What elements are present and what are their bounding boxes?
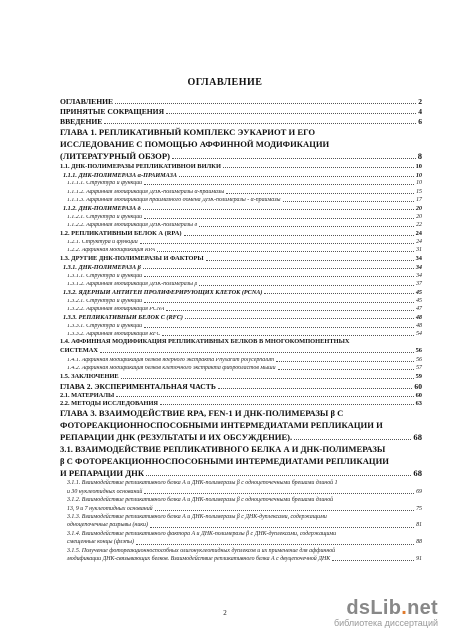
leader-dots — [143, 209, 414, 210]
leader-dots — [144, 327, 414, 328]
toc-entry[interactable] — [60, 196, 422, 204]
toc-entry[interactable] — [60, 364, 422, 372]
toc-entry-title: 1.3.2.2. Аффинная модификация PCNA — [67, 307, 165, 313]
toc-entry-title: 2.2. МЕТОДЫ ИССЛЕДОВАНИЯ — [60, 400, 159, 407]
leader-dots — [136, 544, 414, 545]
toc-entry[interactable] — [60, 162, 422, 170]
toc-entry[interactable] — [60, 391, 422, 399]
logo-main: dsLib — [346, 597, 402, 619]
toc-entry-page: 56 — [416, 356, 422, 363]
toc-entry[interactable] — [60, 229, 422, 237]
toc-entry-page: 37 — [416, 280, 422, 287]
leader-dots — [199, 285, 414, 286]
toc-entry[interactable] — [60, 170, 422, 178]
toc-entry-title: 2.1. МАТЕРИАЛЫ — [60, 392, 115, 399]
toc-entry-title: 1.3.3.2. Аффинная модификация RFC — [67, 332, 161, 338]
toc-entry-page: 56 — [415, 346, 422, 354]
toc-entry[interactable] — [60, 399, 422, 407]
toc-entry[interactable] — [60, 238, 422, 246]
toc-entry[interactable] — [60, 530, 422, 547]
leader-dots — [206, 260, 414, 261]
toc-entry[interactable] — [60, 106, 422, 116]
toc-entry-page: 68 — [413, 468, 422, 479]
toc-entry-page: 69 — [416, 488, 422, 495]
toc-entry-title: 13, 9 и 7 нуклеотидных оснований — [67, 505, 153, 512]
toc-entry[interactable] — [60, 179, 422, 187]
toc-entry-title: и 30 нуклеотидных оснований — [67, 488, 143, 495]
toc-entry-title: 1.5. ЗАКЛЮЧЕНИЕ — [60, 374, 119, 381]
leader-dots — [264, 293, 413, 294]
watermark-subtitle: библиотека диссертаций — [333, 618, 438, 628]
leader-dots — [144, 276, 414, 277]
toc-entry-page: 24 — [415, 230, 422, 238]
toc-chapter-3[interactable] — [60, 407, 422, 443]
toc-entry-title: 1.2. РЕПЛИКАТИВНЫЙ БЕЛОК А (RPA) — [60, 231, 182, 238]
toc-entry[interactable] — [60, 288, 422, 296]
leader-dots — [160, 404, 414, 405]
leader-dots — [332, 560, 414, 561]
toc-entry-title: 1.1. ДНК-ПОЛИМЕРАЗЫ РЕПЛИКАТИВНОЙ ВИЛКИ — [60, 163, 221, 170]
toc-entry-title: 1.2.1. Структура и функции — [67, 240, 138, 245]
toc-entry-page: 60 — [414, 381, 422, 391]
toc-entry-page: 2 — [418, 97, 422, 107]
toc-entry-page: 48 — [415, 314, 422, 322]
toc-entry-title: ФОТОРЕАКЦИОННОСПОСОБНЫМИ ИНТЕРМЕДИАТАМИ РЕПЛИКАЦИИ И — [60, 420, 383, 431]
toc-entry-page: 48 — [416, 322, 422, 329]
toc-entry-title: 3.1.5. Получение фотореакционноспособных олигонуклеотидных дуплексов и их применение для аффинной — [67, 547, 336, 554]
leader-dots — [166, 310, 414, 311]
toc-entry-title: СИСТЕМАХ — [60, 346, 98, 354]
toc-entry-title: (ЛИТЕРАТУРНЫЙ ОБЗОР) — [60, 151, 170, 161]
page-number: 2 — [223, 609, 227, 617]
toc-entry-title: одноцепочечные разрывы (ники) — [67, 522, 148, 529]
toc-entry[interactable] — [60, 187, 422, 195]
logo-dot: . — [401, 597, 408, 619]
toc-entry-page: 10 — [416, 180, 422, 187]
leader-dots — [144, 302, 414, 303]
toc-entry-title: И РЕПАРАЦИИ ДНК — [60, 468, 145, 479]
toc-entry-page: 68 — [413, 432, 422, 443]
leader-dots — [199, 226, 414, 227]
toc-entry[interactable] — [60, 355, 422, 363]
leader-dots — [150, 527, 414, 528]
toc-entry[interactable] — [60, 204, 422, 212]
leader-dots — [184, 235, 414, 236]
toc-entry-page: 24 — [416, 239, 422, 245]
toc-entry[interactable] — [60, 321, 422, 329]
leader-dots — [223, 167, 414, 168]
toc-entry-page: 10 — [415, 171, 422, 179]
toc-entry-title: 1.1.1.2. Аффинная модификация ДНК-полимеразы α-праймазы — [67, 189, 225, 195]
toc-entry-page: 47 — [416, 306, 422, 313]
leader-dots — [144, 184, 414, 185]
toc-chapter-1[interactable] — [60, 126, 422, 162]
toc-entry-page: 20 — [416, 213, 422, 220]
toc-entry-page: 10 — [415, 162, 422, 170]
toc-entry-title: 1.2.2. Аффинная модификация RPA — [67, 248, 155, 254]
leader-dots — [185, 318, 414, 319]
toc-entry-title: 1.4.2. Аффинная модификация белков клеточного экстракта фибробластов мыши — [67, 366, 276, 372]
toc-entry[interactable] — [60, 271, 422, 279]
leader-dots — [115, 103, 416, 104]
toc-entry-page: 20 — [415, 205, 422, 213]
toc-entry-page: 57 — [416, 365, 422, 372]
toc-entry-page: 88 — [416, 539, 422, 546]
toc-entry[interactable] — [60, 330, 422, 338]
toc-entry-title: 1.1.2.2. Аффинная модификация ДНК-полимеразы δ — [67, 223, 198, 229]
toc-section-3-1[interactable] — [60, 443, 422, 479]
toc-entry-title: ПРИНЯТЫЕ СОКРАЩЕНИЯ — [60, 108, 165, 116]
leader-dots — [140, 243, 414, 244]
leader-dots — [146, 475, 411, 476]
toc-entry-title: 1.1.1.1. Структура и функции — [67, 181, 143, 187]
toc-entry-page: 59 — [415, 373, 422, 381]
toc-entry-title: 1.1.2. ДНК-ПОЛИМЕРАЗА δ — [63, 206, 141, 213]
leader-dots — [226, 193, 414, 194]
toc-entry-page: 34 — [415, 263, 422, 271]
toc-entry[interactable] — [60, 96, 422, 106]
leader-dots — [172, 158, 416, 159]
toc-entry-title: 1.4. АФФИННАЯ МОДИФИКАЦИЯ РЕПЛИКАТИВНЫХ БЕЛКОВ В МНОГОКОМПОНЕНТНЫХ — [60, 338, 350, 346]
leader-dots — [276, 361, 414, 362]
toc-entry-title: 3.1.3. Взаимодействие репликативного белка А и ДНК-полимеразы β с ДНК-дуплексами, содержащими — [67, 513, 327, 520]
leader-dots — [157, 251, 414, 252]
toc-entry-page: 75 — [416, 505, 422, 512]
toc-entry-title: смещенные концы (флэпы) — [67, 539, 134, 546]
toc-entry-title: ИССЛЕДОВАНИЕ С ПОМОЩЬЮ АФФИННОЙ МОДИФИКАЦИИ — [60, 139, 330, 149]
toc-entry-title: 1.3.1. ДНК-ПОЛИМЕРАЗА β — [63, 264, 141, 271]
toc-entry-title: 3.1. ВЗАИМОДЕЙСТВИЕ РЕПЛИКАТИВНОГО БЕЛКА А И ДНК-ПОЛИМЕРАЗЫ — [60, 444, 386, 455]
leader-dots — [294, 439, 411, 440]
toc-entry[interactable] — [60, 254, 422, 262]
leader-dots — [144, 493, 414, 494]
toc-entry-page: 63 — [415, 399, 422, 407]
leader-dots — [218, 388, 413, 389]
toc-entry-page: 81 — [416, 522, 422, 529]
toc-entry-title: 1.3.1.1. Структура и функции — [67, 273, 143, 279]
leader-dots — [278, 369, 415, 370]
toc-entry-page: 31 — [416, 247, 422, 254]
toc-entry[interactable] — [60, 246, 422, 254]
toc-entry-title: 1.4.1. Аффинная модификация белков ядерного экстракта Physarum polycephalum — [67, 357, 275, 363]
toc-entry-title: ОГЛАВЛЕНИЕ — [60, 98, 114, 106]
toc-entry-page: 4 — [418, 107, 422, 117]
toc-entry[interactable] — [60, 547, 422, 564]
toc-entry-title: 1.3.1.2. Аффинная модификация ДНК-полимеразы β — [67, 281, 198, 287]
toc-entry[interactable] — [60, 496, 422, 513]
toc-entry-title: 1.3.2.1. Структура и функции — [67, 298, 143, 304]
toc-entry[interactable] — [60, 338, 422, 355]
toc-entry-page: 6 — [418, 117, 422, 127]
toc-entry-title: 1.1.1.3. Аффинная модификация праймазного домена ДНК-полимеразы - α-праймазы — [67, 198, 281, 204]
logo-tld: net — [407, 597, 438, 619]
toc-entry-page: 34 — [415, 255, 422, 263]
toc-entry-page: 54 — [416, 331, 422, 338]
toc-entry[interactable] — [60, 221, 422, 229]
toc-entry-page: 45 — [415, 289, 422, 297]
leader-dots — [166, 113, 416, 114]
toc-entry-page: 8 — [417, 151, 422, 161]
leader-dots — [143, 268, 414, 269]
leader-dots — [162, 335, 414, 336]
toc-entry-title: ГЛАВА 2. ЭКСПЕРИМЕНТАЛЬНАЯ ЧАСТЬ — [60, 382, 216, 391]
toc-entry-page: 15 — [416, 188, 422, 195]
toc-entry[interactable] — [60, 296, 422, 304]
toc-entry[interactable] — [60, 313, 422, 321]
toc-entry[interactable] — [60, 212, 422, 220]
toc-entry[interactable] — [60, 116, 422, 126]
toc-entry-title: 3.1.2. Взаимодействие репликативного белка А и ДНК-полимеразы β с одноцепочечными брешами длиной — [67, 497, 334, 504]
toc-entry-title: 1.3.3.1. Структура и функции — [67, 323, 143, 329]
toc-entry-page: 34 — [416, 272, 422, 279]
toc-entry-page: 91 — [416, 556, 422, 562]
watermark-logo — [334, 597, 438, 620]
toc-entry-title: 1.3.2. ЯДЕРНЫЙ АНТИГЕН ПРОЛИФЕРИРУЮЩИХ КЛЕТОК (PCNA) — [63, 290, 263, 297]
toc-entry[interactable] — [60, 381, 422, 391]
toc-entry-page: 60 — [415, 391, 422, 399]
leader-dots — [179, 176, 414, 177]
toc-entry-page: 45 — [416, 297, 422, 304]
toc-entry-page: 17 — [416, 197, 422, 204]
toc-entry-title: ГЛАВА 3. ВЗАИМОДЕЙСТВИЕ RPA, FEN-1 И ДНК-ПОЛИМЕРАЗЫ β С — [60, 408, 344, 419]
leader-dots — [144, 218, 414, 219]
toc-entry-title: РЕПАРАЦИИ ДНК (РЕЗУЛЬТАТЫ И ИХ ОБСУЖДЕНИЕ). — [60, 432, 293, 443]
toc-entry-title: 1.3. ДРУГИЕ ДНК-ПОЛИМЕРАЗЫ И ФАКТОРЫ — [60, 256, 204, 263]
leader-dots — [283, 201, 415, 202]
toc-entry-title: 3.1.1. Взаимодействие репликативного белка А и ДНК-полимеразы β с одноцепочечными брешами длиной 1 — [67, 480, 338, 487]
leader-dots — [155, 510, 415, 511]
toc-entry-title: β С ФОТОРЕАКЦИОННОСПОСОБНЫМИ ИНТЕРМЕДИАТАМИ РЕПЛИКАЦИИ — [60, 456, 389, 467]
watermark[interactable] — [334, 597, 438, 628]
toc-entry-title: 1.3.3. РЕПЛИКАТИВНЫЙ БЕЛОК С (RFC) — [63, 315, 183, 322]
toc-entry[interactable] — [60, 372, 422, 380]
toc-entry-title: ВВЕДЕНИЕ — [60, 118, 103, 126]
toc-entry-title: модификации ДНК-связывающих белков. Взаимодействие репликативного белка А с двуцепочечной ДНК — [67, 556, 331, 562]
toc-entry[interactable] — [60, 263, 422, 271]
table-of-contents — [60, 96, 422, 563]
toc-entry-title: ГЛАВА 1. РЕПЛИКАТИВНЫЙ КОМПЛЕКС ЭУКАРИОТ И ЕГО — [60, 127, 316, 137]
toc-entry[interactable] — [60, 305, 422, 313]
toc-entry-title: 3.1.4. Взаимодействие репликативного фактора А и ДНК-полимеразы β с ДНК-дуплексами, содержащими — [67, 530, 337, 537]
leader-dots — [121, 378, 414, 379]
toc-entry-title: 1.1.1. ДНК-ПОЛИМЕРАЗА α-ПРАЙМАЗА — [63, 172, 177, 179]
leader-dots — [104, 123, 416, 124]
toc-entry-page: 22 — [416, 222, 422, 229]
page-title: ОГЛАВЛЕНИЕ — [187, 77, 263, 88]
toc-entry[interactable] — [60, 479, 422, 496]
toc-entry-title: 1.1.2.1. Структура и функции — [67, 214, 143, 220]
leader-dots — [116, 396, 413, 397]
toc-entry[interactable] — [60, 279, 422, 287]
toc-entry[interactable] — [60, 513, 422, 530]
leader-dots — [100, 352, 414, 353]
